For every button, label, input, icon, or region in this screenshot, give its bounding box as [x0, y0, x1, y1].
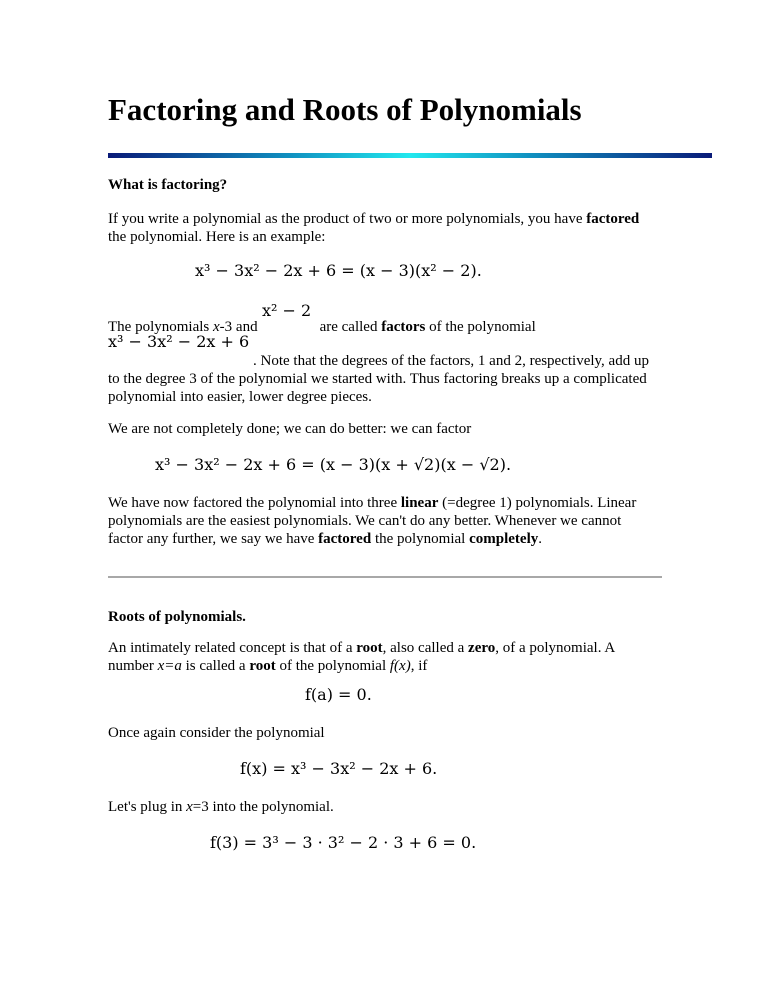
- paragraph: . Note that the degrees of the factors, 1 and 2, respectively, add up to the degree 3 of the polynomial we started with. Thus factoring breaks up a complicated polynomial into easier, lower degree pieces.: [108, 353, 649, 405]
- text: Let's plug in: [108, 799, 187, 815]
- paragraph: We are not completely done; we can do better: we can factor: [108, 421, 472, 437]
- title-divider: [108, 153, 712, 158]
- variable: x: [213, 319, 220, 335]
- text: .: [538, 531, 542, 547]
- bold-term: root: [249, 658, 276, 674]
- text: is called a: [181, 658, 250, 674]
- text: (=degree 1) polynomials. Linear polynomials are the easiest polynomials. We can't do any better. Whenever we cannot factor any further, we say we have: [108, 495, 637, 547]
- text: are called: [319, 319, 382, 335]
- bold-term: root: [356, 640, 383, 656]
- text: of the polynomial: [425, 319, 536, 335]
- page-title: Factoring and Roots of Polynomials: [108, 92, 582, 127]
- text: An intimately related concept is that of a: [108, 640, 357, 656]
- equation: x³ − 3x² − 2x + 6 = (x − 3)(x² − 2).: [195, 261, 482, 280]
- text: -3 and: [219, 319, 258, 335]
- text: the polynomial: [371, 531, 470, 547]
- text: the polynomial. Here is an example:: [108, 229, 326, 245]
- bold-term: linear: [400, 495, 439, 511]
- equation: x³ − 3x² − 2x + 6 = (x − 3)(x + √2)(x − √2).: [155, 455, 512, 474]
- text: The polynomials: [108, 319, 213, 335]
- equation: f(a) = 0.: [305, 685, 372, 704]
- inline-equation: x³ − 3x² − 2x + 6: [108, 332, 250, 351]
- equation: f(x) = x³ − 3x² − 2x + 6.: [240, 759, 438, 778]
- text: We have now factored the polynomial into three: [108, 495, 401, 511]
- text: , of a polynomial. A number: [108, 640, 615, 674]
- variable: f(x): [389, 658, 411, 674]
- section-heading-factoring: What is factoring?: [108, 177, 228, 193]
- bold-term: zero: [468, 640, 496, 656]
- equation: f(3) = 3³ − 3 · 3² − 2 · 3 + 6 = 0.: [210, 833, 477, 852]
- bold-term: completely: [469, 531, 539, 547]
- paragraph: [108, 639, 628, 675]
- bold-term: factored: [586, 211, 640, 227]
- inline-equation: x² − 2: [262, 301, 312, 320]
- paragraph: [108, 494, 643, 548]
- text: of the polynomial: [275, 658, 390, 674]
- bold-term: factored: [318, 531, 372, 547]
- text: =3 into the polynomial.: [192, 799, 334, 815]
- variable: x: [186, 799, 193, 815]
- bold-term: factors: [381, 319, 426, 335]
- section-divider: [108, 576, 662, 578]
- section-heading-roots: Roots of polynomials.: [108, 609, 246, 625]
- paragraph: [108, 210, 653, 246]
- paragraph: Once again consider the polynomial: [108, 725, 325, 741]
- variable: x=a: [157, 658, 182, 674]
- text: , if: [410, 658, 428, 674]
- text: , also called a: [382, 640, 469, 656]
- paragraph: [108, 798, 653, 816]
- text: If you write a polynomial as the product of two or more polynomials, you have: [108, 211, 587, 227]
